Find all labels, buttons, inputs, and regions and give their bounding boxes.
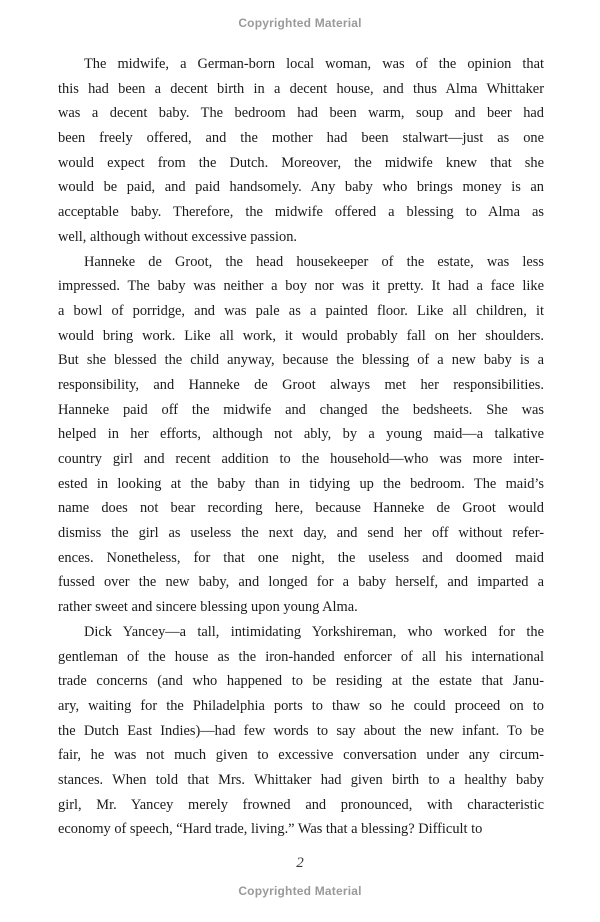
text-line: dismiss the girl as useless the next day, and send her off without refer-	[58, 525, 544, 542]
text-line: girl, Mr. Yancey merely frowned and pronounced, with characteristic	[58, 796, 544, 813]
paragraph	[58, 620, 544, 842]
text-line: Dick Yancey—a tall, intimidating Yorkshireman, who worked for the	[84, 623, 544, 640]
page-text	[58, 52, 544, 842]
text-line: name does not bear recording here, because Hanneke de Groot would	[58, 500, 544, 517]
copyright-notice-top: Copyrighted Material	[238, 16, 362, 30]
text-line: ences. Nonetheless, for that one night, the useless and doomed maid	[58, 549, 544, 566]
text-line: been freely offered, and the mother had been stalwart—just as one	[58, 130, 544, 147]
paragraph	[58, 52, 544, 250]
text-line: Hanneke de Groot, the head housekeeper of the estate, was less	[84, 253, 544, 270]
page-number: 2	[296, 855, 304, 871]
text-line: would expect from the Dutch. Moreover, the midwife knew that she	[58, 154, 544, 171]
text-line: The midwife, a German-born local woman, was of the opinion that	[84, 56, 544, 72]
text-line: helped in her efforts, although not ably, by a young maid—a talkative	[58, 426, 544, 443]
text-line: trade concerns (and who happened to be residing at the estate that Janu-	[58, 673, 544, 690]
text-line: responsibility, and Hanneke de Groot always met her responsibilities.	[58, 376, 544, 393]
copyright-notice-bottom: Copyrighted Material	[238, 884, 362, 898]
text-line: would be paid, and paid handsomely. Any baby who brings money is an	[58, 179, 544, 196]
text-line: was a decent baby. The bedroom had been warm, soup and beer had	[58, 105, 544, 122]
text-line: Hanneke paid off the midwife and changed the bedsheets. She was	[58, 401, 544, 418]
text-line: acceptable baby. Therefore, the midwife offered a blessing to Alma as	[58, 204, 544, 221]
text-line: rather sweet and sincere blessing upon young Alma.	[58, 599, 358, 616]
text-line: fair, he was not much given to excessive conversation under any circum-	[58, 747, 544, 764]
text-line: the Dutch East Indies)—had few words to say about the new infant. To be	[58, 722, 544, 739]
text-line: country girl and recent addition to the household—who was more inter-	[58, 451, 544, 467]
text-line: well, although without excessive passion.	[58, 228, 298, 245]
text-line: impressed. The baby was neither a boy nor was it pretty. It had a face like	[58, 278, 544, 295]
paragraph	[58, 250, 544, 620]
text-line: this had been a decent birth in a decent house, and thus Alma Whittaker	[58, 80, 544, 97]
text-line: stances. When told that Mrs. Whittaker had given birth to a healthy baby	[58, 771, 544, 788]
text-line: would bring work. Like all work, it would probably fall on her shoulders.	[58, 327, 544, 344]
text-line: a bowl of porridge, and was pale as a painted floor. Like all children, it	[58, 302, 544, 319]
text-line: fussed over the new baby, and longed for a baby herself, and imparted a	[58, 574, 544, 591]
text-line: ested in looking at the baby than in tidying up the bedroom. The maid’s	[58, 475, 544, 492]
text-line: But she blessed the child anyway, because the blessing of a new baby is a	[58, 352, 544, 369]
text-line: ary, waiting for the Philadelphia ports to thaw so he could proceed on to	[58, 697, 544, 714]
text-line: gentleman of the house as the iron-handed enforcer of all his international	[58, 648, 544, 665]
text-line: economy of speech, “Hard trade, living.” Was that a blessing? Difficult to	[58, 821, 483, 838]
